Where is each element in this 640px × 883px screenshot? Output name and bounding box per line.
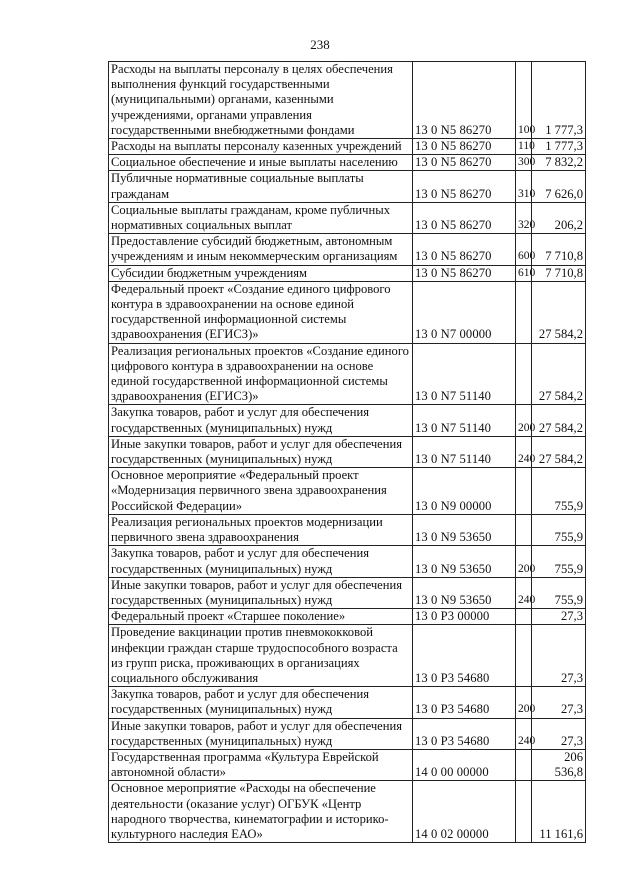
row-amount-cell: 27,3 xyxy=(532,625,586,687)
row-name-cell: Расходы на выплаты персоналу в целях обеспечения выполнения функций государственными (муниципальными) органами, казенными учреждениями, органами управления государственными внебюджетными фондами xyxy=(109,62,413,139)
row-expense-type-cell xyxy=(516,609,532,625)
row-name-cell: Федеральный проект «Создание единого цифрового контура в здравоохранении на основе единой государственной информационной системы здравоохранения (ЕГИСЗ)» xyxy=(109,281,413,343)
row-code-cell: 13 0 N9 53650 xyxy=(413,577,516,608)
table-row xyxy=(109,546,586,577)
row-code-cell: 13 0 P3 54680 xyxy=(413,625,516,687)
table-row xyxy=(109,234,586,265)
table-row xyxy=(109,265,586,281)
row-code-cell: 13 0 N5 86270 xyxy=(413,171,516,202)
row-amount-cell: 755,9 xyxy=(532,577,586,608)
table-row xyxy=(109,155,586,171)
row-expense-type-cell: 300 xyxy=(516,155,532,171)
row-expense-type-cell xyxy=(516,343,532,405)
row-expense-type-cell: 200 xyxy=(516,687,532,718)
table-row xyxy=(109,171,586,202)
row-code-cell: 13 0 N5 86270 xyxy=(413,202,516,233)
table-row xyxy=(109,577,586,608)
table-row xyxy=(109,749,586,780)
row-name-cell: Иные закупки товаров, работ и услуг для обеспечения государственных (муниципальных) нужд xyxy=(109,718,413,749)
row-code-cell: 13 0 N5 86270 xyxy=(413,155,516,171)
row-amount-cell: 11 161,6 xyxy=(532,781,586,843)
budget-table-body xyxy=(109,62,586,843)
row-expense-type-cell: 610 xyxy=(516,265,532,281)
row-amount-cell: 27,3 xyxy=(532,609,586,625)
row-name-cell: Социальное обеспечение и иные выплаты населению xyxy=(109,155,413,171)
row-code-cell: 13 0 N9 53650 xyxy=(413,514,516,545)
table-row xyxy=(109,625,586,687)
row-name-cell: Расходы на выплаты персоналу казенных учреждений xyxy=(109,139,413,155)
row-expense-type-cell xyxy=(516,625,532,687)
table-row xyxy=(109,468,586,515)
row-amount-cell: 1 777,3 xyxy=(532,62,586,139)
row-expense-type-cell: 600 xyxy=(516,234,532,265)
row-name-cell: Иные закупки товаров, работ и услуг для обеспечения государственных (муниципальных) нужд xyxy=(109,577,413,608)
table-row xyxy=(109,609,586,625)
row-name-cell: Реализация региональных проектов модернизации первичного звена здравоохранения xyxy=(109,514,413,545)
row-expense-type-cell: 320 xyxy=(516,202,532,233)
row-name-cell: Проведение вакцинации против пневмококковой инфекции граждан старше трудоспособного возраста из групп риска, проживающих в организациях социального обслуживания xyxy=(109,625,413,687)
row-code-cell: 13 0 N7 51140 xyxy=(413,436,516,467)
page-number: 238 xyxy=(310,37,330,52)
row-code-cell: 13 0 P3 00000 xyxy=(413,609,516,625)
row-name-cell: Основное мероприятие «Федеральный проект «Модернизация первичного звена здравоохранения Российской Федерации» xyxy=(109,468,413,515)
row-name-cell: Основное мероприятие «Расходы на обеспечение деятельности (оказание услуг) ОГБУК «Центр народного творчества, кинематографии и историко-культурного наследия ЕАО» xyxy=(109,781,413,843)
row-amount-cell: 7 832,2 xyxy=(532,155,586,171)
row-code-cell: 13 0 N7 00000 xyxy=(413,281,516,343)
row-code-cell: 14 0 00 00000 xyxy=(413,749,516,780)
row-expense-type-cell: 310 xyxy=(516,171,532,202)
row-name-cell: Субсидии бюджетным учреждениям xyxy=(109,265,413,281)
row-code-cell: 13 0 N9 53650 xyxy=(413,546,516,577)
row-amount-cell: 27,3 xyxy=(532,687,586,718)
row-expense-type-cell xyxy=(516,468,532,515)
row-amount-cell: 755,9 xyxy=(532,546,586,577)
table-row xyxy=(109,405,586,436)
row-expense-type-cell: 240 xyxy=(516,436,532,467)
row-code-cell: 13 0 N5 86270 xyxy=(413,62,516,139)
row-amount-cell: 755,9 xyxy=(532,514,586,545)
row-amount-cell: 27 584,2 xyxy=(532,405,586,436)
row-expense-type-cell xyxy=(516,781,532,843)
row-amount-cell: 206 536,8 xyxy=(532,749,586,780)
row-code-cell: 13 0 N5 86270 xyxy=(413,139,516,155)
row-name-cell: Публичные нормативные социальные выплаты гражданам xyxy=(109,171,413,202)
row-amount-cell: 206,2 xyxy=(532,202,586,233)
row-name-cell: Иные закупки товаров, работ и услуг для обеспечения государственных (муниципальных) нужд xyxy=(109,436,413,467)
row-expense-type-cell: 240 xyxy=(516,718,532,749)
row-name-cell: Государственная программа «Культура Еврейской автономной области» xyxy=(109,749,413,780)
row-code-cell: 13 0 N7 51140 xyxy=(413,343,516,405)
row-name-cell: Закупка товаров, работ и услуг для обеспечения государственных (муниципальных) нужд xyxy=(109,546,413,577)
row-name-cell: Федеральный проект «Старшее поколение» xyxy=(109,609,413,625)
row-expense-type-cell xyxy=(516,514,532,545)
row-amount-cell: 7 626,0 xyxy=(532,171,586,202)
row-amount-cell: 7 710,8 xyxy=(532,234,586,265)
table-row xyxy=(109,781,586,843)
row-code-cell: 13 0 N7 51140 xyxy=(413,405,516,436)
table-row xyxy=(109,514,586,545)
row-expense-type-cell: 200 xyxy=(516,405,532,436)
table-row xyxy=(109,687,586,718)
row-name-cell: Реализация региональных проектов «Создание единого цифрового контура в здравоохранении на основе единой государственной информационной системы здравоохранения (ЕГИСЗ)» xyxy=(109,343,413,405)
row-name-cell: Социальные выплаты гражданам, кроме публичных нормативных социальных выплат xyxy=(109,202,413,233)
budget-table xyxy=(108,61,586,843)
row-expense-type-cell xyxy=(516,281,532,343)
row-expense-type-cell: 100 xyxy=(516,62,532,139)
table-row xyxy=(109,281,586,343)
table-row xyxy=(109,343,586,405)
table-row xyxy=(109,436,586,467)
table-row xyxy=(109,139,586,155)
row-code-cell: 13 0 N5 86270 xyxy=(413,265,516,281)
table-row xyxy=(109,202,586,233)
row-name-cell: Закупка товаров, работ и услуг для обеспечения государственных (муниципальных) нужд xyxy=(109,687,413,718)
row-amount-cell: 1 777,3 xyxy=(532,139,586,155)
row-expense-type-cell xyxy=(516,749,532,780)
row-amount-cell: 27,3 xyxy=(532,718,586,749)
row-amount-cell: 755,9 xyxy=(532,468,586,515)
row-code-cell: 13 0 P3 54680 xyxy=(413,718,516,749)
row-name-cell: Предоставление субсидий бюджетным, автономным учреждениям и иным некоммерческим организациям xyxy=(109,234,413,265)
row-code-cell: 13 0 N9 00000 xyxy=(413,468,516,515)
row-expense-type-cell: 240 xyxy=(516,577,532,608)
row-amount-cell: 27 584,2 xyxy=(532,343,586,405)
row-amount-cell: 27 584,2 xyxy=(532,281,586,343)
table-row xyxy=(109,62,586,139)
table-row xyxy=(109,718,586,749)
row-code-cell: 13 0 P3 54680 xyxy=(413,687,516,718)
row-name-cell: Закупка товаров, работ и услуг для обеспечения государственных (муниципальных) нужд xyxy=(109,405,413,436)
row-code-cell: 14 0 02 00000 xyxy=(413,781,516,843)
row-code-cell: 13 0 N5 86270 xyxy=(413,234,516,265)
row-amount-cell: 27 584,2 xyxy=(532,436,586,467)
row-expense-type-cell: 200 xyxy=(516,546,532,577)
row-amount-cell: 7 710,8 xyxy=(532,265,586,281)
row-expense-type-cell: 110 xyxy=(516,139,532,155)
